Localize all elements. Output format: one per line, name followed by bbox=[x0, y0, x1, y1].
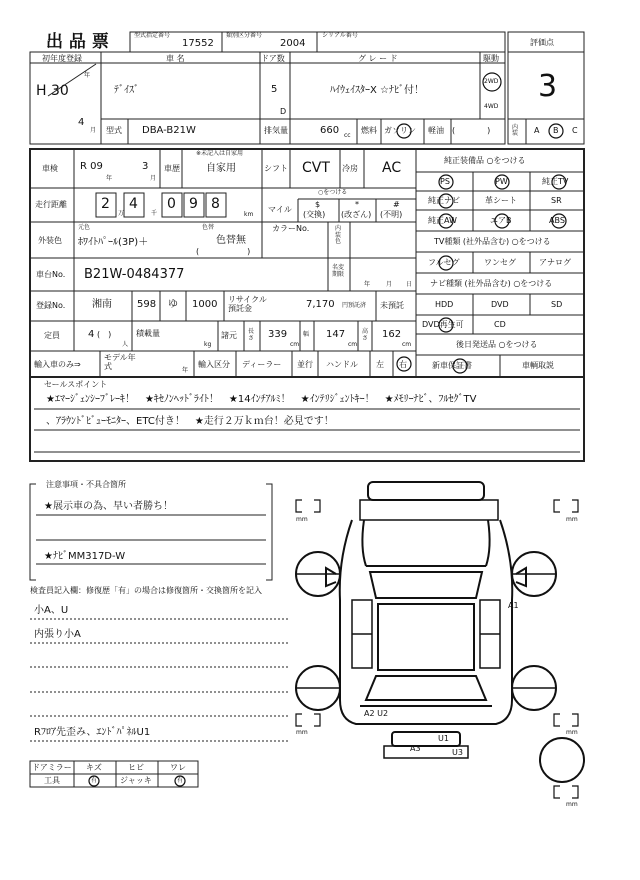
name-change-year: 年 bbox=[364, 281, 371, 288]
door-label: ドア数 bbox=[261, 54, 285, 63]
class-no-label: 類別区分番号 bbox=[226, 32, 263, 39]
reg-label: 登録No. bbox=[36, 301, 66, 310]
tv-analog: アナログ bbox=[539, 258, 571, 267]
defect-crack: ヒビ bbox=[128, 763, 144, 772]
import-class-label: 輸入区分 bbox=[198, 360, 230, 369]
inspection-month-unit: 月 bbox=[150, 175, 157, 182]
first-reg-month: 4 bbox=[78, 117, 85, 128]
width-label: 幅 bbox=[303, 331, 310, 338]
tools-have: 有 bbox=[91, 777, 98, 784]
fuel-other: ( ) bbox=[452, 126, 491, 135]
width-value: 147 bbox=[326, 329, 346, 340]
equip-pw: PW bbox=[495, 177, 508, 186]
later-warranty: 新車保証書 bbox=[432, 361, 472, 370]
capacity-label: 定員 bbox=[44, 331, 60, 340]
mileage-digit: 9 bbox=[189, 196, 198, 212]
recycle-label: リサイクル預託金 bbox=[228, 295, 267, 313]
model-no-label: 型式指定番号 bbox=[134, 32, 171, 39]
tv-type-header: TV種類 (社外品含む) ○をつける bbox=[434, 237, 551, 246]
tv-one-seg: ワンセグ bbox=[484, 258, 516, 267]
navi-sd: SD bbox=[551, 300, 563, 309]
damage-u3: U3 bbox=[452, 748, 463, 757]
paint-paren: ( ) bbox=[196, 247, 251, 256]
navi-hdd: HDD bbox=[435, 300, 454, 309]
inspector-line: 小A、U bbox=[34, 605, 69, 616]
original-color-label: 元色 bbox=[78, 224, 91, 231]
drive-2wd: 2WD bbox=[484, 78, 499, 85]
fuel-label: 燃料 bbox=[361, 126, 377, 135]
chassis-label: 車台No. bbox=[36, 270, 66, 279]
drive-label: 駆動 bbox=[483, 54, 499, 63]
parallel-label: 並行 bbox=[297, 360, 313, 369]
sales-point-line: 、ｱﾗｳﾝﾄﾞﾋﾞｭｰﾓﾆﾀｰ、ETC付き！ ★走行２万ｋｍ台！必見です！ bbox=[46, 416, 334, 427]
dealer-label: ディーラー bbox=[242, 360, 282, 369]
paint-value: 色替無 bbox=[216, 235, 246, 246]
tire-mm-front-right: mm bbox=[566, 516, 578, 523]
inspection-year-unit: 年 bbox=[106, 175, 113, 182]
navi-dvd-play: DVD再生可 bbox=[422, 320, 464, 329]
tampered-label: (改ざん) bbox=[341, 210, 372, 219]
grade-value: ﾊｲｳｪｲｽﾀｰX ☆ﾅﾋﾞ付！ bbox=[330, 85, 424, 96]
genuine-equipment-header: 純正装備品 ○をつける bbox=[444, 156, 526, 165]
recycle-unit: 円預託済 bbox=[342, 302, 367, 309]
first-reg-year: H 30 bbox=[36, 83, 69, 99]
form-title: 出 品 票 bbox=[46, 32, 109, 52]
handle-label: ハンドル bbox=[326, 360, 358, 369]
height-cm: cm bbox=[402, 341, 412, 348]
grade-label: グ レ ー ド bbox=[358, 54, 398, 63]
ac-value: AC bbox=[382, 160, 402, 176]
load-unit: kg bbox=[204, 341, 212, 348]
history-note: ※未記入は自家用 bbox=[196, 150, 244, 157]
damage-a3: A3 bbox=[410, 744, 421, 753]
notes-line: ★展示車の為、早い者勝ち！ bbox=[44, 501, 173, 512]
car-name: ﾃﾞｲｽﾞ bbox=[114, 85, 139, 96]
mileage-sen-unit: 千 bbox=[151, 210, 158, 217]
fuel-gasoline: ガソリン bbox=[384, 126, 416, 135]
damage-u1: U1 bbox=[438, 734, 449, 743]
interior-grade-c: C bbox=[572, 126, 578, 135]
name-change-label: 名変期限 bbox=[332, 264, 345, 279]
door-count: 5 bbox=[271, 84, 278, 95]
tv-full-seg: フルセグ bbox=[428, 258, 460, 267]
tire-mm-rear-left: mm bbox=[296, 729, 308, 736]
handle-right: 右 bbox=[399, 360, 407, 369]
model-year-unit: 年 bbox=[182, 367, 189, 374]
equip-leather-seat: 革シート bbox=[485, 196, 517, 205]
inspection-label: 車検 bbox=[42, 164, 58, 173]
equip-genuine-navi: 純正ナビ bbox=[428, 196, 460, 205]
fuel-diesel: 軽油 bbox=[428, 126, 444, 135]
mileage-km-unit: km bbox=[244, 211, 254, 218]
shift-label: シフト bbox=[264, 164, 288, 173]
displacement-value: 660 bbox=[320, 125, 340, 136]
mileage-label: 走行距離 bbox=[35, 200, 67, 209]
ac-label: 冷房 bbox=[342, 164, 358, 173]
tools-label: 工具 bbox=[44, 776, 60, 785]
chassis-no: B21W-0484377 bbox=[84, 267, 185, 282]
mileage-man-unit: 万 bbox=[118, 210, 125, 217]
equip-abs: ABS bbox=[549, 216, 565, 225]
original-color: ﾎﾜｲﾄﾊﾟｰﾙ(3P)＋ bbox=[78, 237, 149, 248]
unknown-label: (不明) bbox=[380, 210, 403, 219]
door-type: D bbox=[280, 107, 287, 116]
equip-ps: PS bbox=[440, 177, 450, 186]
mileage-circle-note: ○をつける bbox=[318, 189, 348, 196]
color-no-label: カラーNo. bbox=[272, 224, 310, 233]
navi-dvd: DVD bbox=[491, 300, 509, 309]
recycle-amount: 7,170 bbox=[306, 299, 335, 310]
first-reg-label: 初年度登録 bbox=[42, 54, 82, 63]
name-change-month: 月 bbox=[386, 281, 393, 288]
reg-kana: ゆ bbox=[168, 299, 178, 310]
cc-unit: cc bbox=[344, 132, 351, 139]
equip-airbag: エアB bbox=[490, 216, 512, 225]
mileage-digit: 0 bbox=[167, 196, 176, 212]
mileage-digit: 2 bbox=[101, 196, 110, 212]
recycle-unpaid: 未預託 bbox=[380, 301, 404, 310]
length-cm: cm bbox=[290, 341, 300, 348]
navi-cd: CD bbox=[494, 320, 506, 329]
history-label: 車歴 bbox=[164, 164, 180, 173]
notes-label: 注意事項・不具合箇所 bbox=[46, 480, 126, 489]
defect-scratch: キズ bbox=[86, 763, 102, 772]
replaced-label: (交換) bbox=[303, 210, 326, 219]
mile-label: マイル bbox=[268, 205, 292, 214]
import-label: 輸入車のみ⇒ bbox=[34, 360, 81, 369]
capacity-unit: 人 bbox=[122, 341, 129, 348]
reg-class: 598 bbox=[137, 299, 157, 310]
reg-area: 湘南 bbox=[92, 299, 112, 310]
height-label: 高さ bbox=[362, 328, 369, 343]
paint-label: 色替 bbox=[202, 224, 215, 231]
rating-value: 3 bbox=[538, 69, 558, 104]
inspector-line: Rﾌﾛｱ先歪み、ｴﾝﾄﾞﾊﾟﾈﾙU1 bbox=[34, 727, 151, 738]
defect-door-mirror: ドアミラー bbox=[32, 763, 72, 772]
width-cm: cm bbox=[348, 341, 358, 348]
load-label: 積載量 bbox=[136, 329, 160, 338]
history-value: 自家用 bbox=[206, 163, 236, 174]
dims-label: 諸元 bbox=[221, 331, 237, 340]
rating-label: 評価点 bbox=[530, 38, 554, 47]
navi-type-header: ナビ種類 (社外品含む) ○をつける bbox=[430, 279, 553, 288]
type-value: DBA-B21W bbox=[142, 125, 196, 136]
sales-point-line: ★ｴﾏｰｼﾞｪﾝｼｰﾌﾞﾚｰｷ！ ★ｷｾﾉﾝﾍｯﾄﾞﾗｲﾄ！ ★14ｲﾝﾁｱﾙﾐ！ ★ｲﾝﾃﾘｼﾞｪﾝﾄｷｰ！ ★ﾒﾓﾘｰﾅﾋﾞ、ﾌﾙｾｸﾞTV bbox=[46, 394, 477, 405]
exterior-label: 外装色 bbox=[38, 236, 62, 245]
defect-break: ワレ bbox=[170, 763, 186, 772]
serial-label: シリアル番号 bbox=[322, 32, 358, 39]
jack-label: ジャッキ bbox=[120, 776, 152, 785]
inspector-label: 検査員記入欄：修復歴「有」の場合は修復箇所・交換箇所を記入 bbox=[30, 586, 262, 595]
mileage-digit: 4 bbox=[129, 196, 138, 212]
reg-number: 1000 bbox=[192, 299, 218, 310]
type-label: 型式 bbox=[106, 126, 122, 135]
year-unit: 年 bbox=[84, 72, 91, 79]
interior-grade-label: 内装 bbox=[512, 124, 519, 137]
shift-value: CVT bbox=[302, 160, 330, 176]
equip-genuine-tv: 純正TV bbox=[542, 177, 569, 186]
capacity-value: 4 bbox=[88, 329, 95, 340]
capacity-paren: ( ) bbox=[97, 330, 112, 339]
interior-color-label: 内装色 bbox=[335, 225, 342, 246]
mileage-digit: 8 bbox=[211, 196, 220, 212]
replaced-mark: $ bbox=[315, 200, 321, 209]
interior-grade-a: A bbox=[534, 126, 540, 135]
height-value: 162 bbox=[382, 329, 402, 340]
unknown-mark: # bbox=[393, 200, 400, 209]
tire-mm-front-left: mm bbox=[296, 516, 308, 523]
damage-a1: A1 bbox=[508, 601, 519, 610]
drive-4wd: 4WD bbox=[484, 103, 499, 110]
length-value: 339 bbox=[268, 329, 288, 340]
inspection-month: 3 bbox=[142, 161, 149, 172]
equip-genuine-aw: 純正AW bbox=[428, 216, 457, 225]
handle-left: 左 bbox=[376, 360, 384, 369]
jack-have: 有 bbox=[177, 777, 184, 784]
inspector-line: 内張り小A bbox=[34, 629, 81, 640]
model-no: 17552 bbox=[182, 38, 214, 49]
tire-mm-rear-right: mm bbox=[566, 729, 578, 736]
month-unit: 月 bbox=[90, 127, 97, 134]
tampered-mark: * bbox=[355, 200, 359, 209]
name-change-day: 日 bbox=[406, 281, 413, 288]
inspection-year: R 09 bbox=[80, 161, 103, 172]
sales-point-label: セールスポイント bbox=[44, 380, 108, 389]
model-year-label: モデル年式 bbox=[104, 353, 136, 371]
tire-mm-spare: mm bbox=[566, 801, 578, 808]
equip-sunroof: SR bbox=[551, 196, 562, 205]
displacement-label: 排気量 bbox=[264, 126, 288, 135]
interior-grade-b: B bbox=[553, 126, 559, 135]
notes-line: ★ﾅﾋﾞMM317D-W bbox=[44, 551, 126, 562]
car-name-label: 車 名 bbox=[166, 54, 185, 63]
class-no: 2004 bbox=[280, 38, 306, 49]
length-label: 長さ bbox=[248, 328, 255, 343]
later-items-header: 後日発送品 ○をつける bbox=[456, 340, 538, 349]
damage-a2-u2: A2 U2 bbox=[364, 709, 389, 718]
later-manual: 車輌取説 bbox=[522, 361, 554, 370]
